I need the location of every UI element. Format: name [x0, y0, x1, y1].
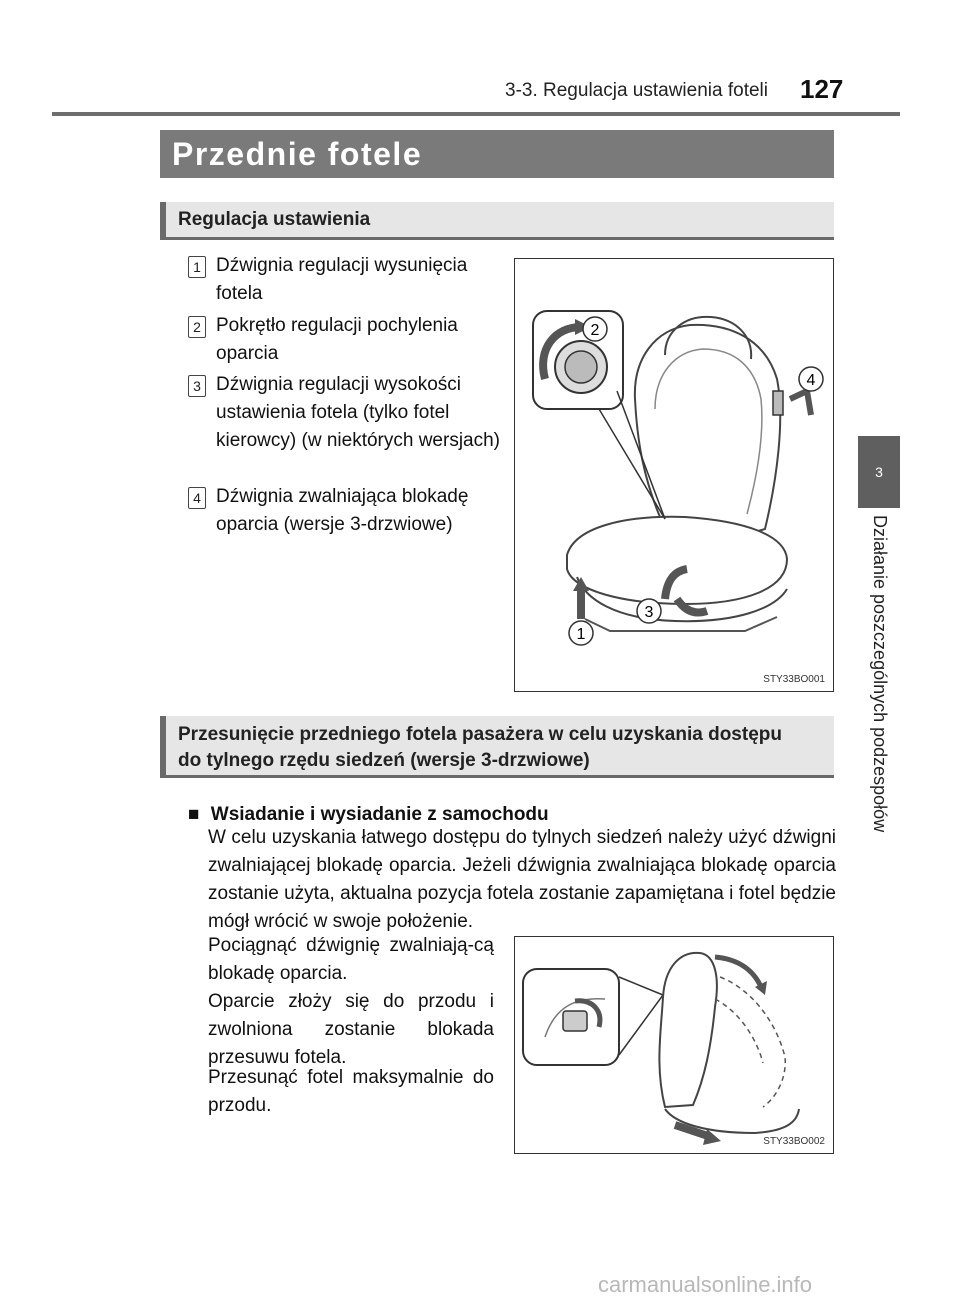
item-number-2: 2 [188, 316, 206, 338]
item-text-1: Dźwignia regulacji wysunięcia fotela [216, 255, 468, 304]
item-number-4: 4 [188, 487, 206, 509]
recline-knob-center [565, 351, 597, 383]
callout-label-2: 2 [590, 322, 600, 339]
release-lever-closeup [563, 1011, 587, 1031]
seat-back-upright [659, 953, 716, 1107]
lever-arrow-icon [790, 391, 811, 415]
callout-label-1: 1 [576, 626, 586, 643]
subheading-marker: ■ [188, 804, 200, 825]
watermark: carmanualsonline.info [598, 1272, 813, 1297]
body-paragraph: W celu uzyskania łatwego dostępu do tylnych siedzeń należy użyć dźwigni zwalniającej blokadę oparcia. Jeżeli dźwignia zwalniająca blokadę oparcia zostanie użyta, aktualna pozycja fotela zostanie zapamiętana i fotel będzie mógł wrócić w swoje położenie. [208, 827, 836, 932]
seat-fold-illustration [515, 937, 832, 1152]
seat-back-folded-dashed-2 [720, 977, 785, 1107]
step-1-text: Pociągnąć dźwignię zwalniają-cą blokadę oparcia. [208, 935, 494, 984]
step-3-text: Przesunąć fotel maksymalnie do przodu. [208, 1067, 494, 1116]
seat-fold-figure [514, 936, 834, 1154]
seat-back-shape [635, 325, 780, 544]
section-heading-text: Regulacja ustawienia [178, 209, 371, 230]
item-text-4: Dźwignia zwalniająca blokadę oparcia (wersje 3-drzwiowe) [216, 486, 469, 535]
leader-line-fig2 [619, 977, 663, 995]
figure-code-1: STY33BO001 [763, 674, 825, 685]
fold-arrow-icon [715, 957, 761, 987]
item-number-1: 1 [188, 256, 206, 278]
section-heading-line-2: do tylnego rzędu siedzeń (wersje 3-drzwiowe) [178, 750, 590, 771]
seat-back-folded-dashed [715, 999, 763, 1063]
section-heading-adjustment [160, 202, 834, 240]
step-2-text: Oparcie złoży się do przodu i zwolniona zostanie blokada przesuwu fotela. [208, 991, 494, 1068]
header-rule [52, 112, 900, 116]
chapter-tab [858, 436, 900, 508]
backrest-release-lever [773, 391, 783, 415]
subheading-entering [188, 804, 549, 826]
chapter-number: 3 [875, 464, 883, 480]
chapter-title-vertical: Działanie poszczególnych podzespołów [870, 515, 890, 833]
item-number-3: 3 [188, 375, 206, 397]
seat-illustration [515, 259, 832, 690]
subheading-text: Wsiadanie i wysiadanie z samochodu [210, 804, 549, 825]
item-text-3: Dźwignia regulacji wysokości ustawienia fotela (tylko fotel kierowcy) (w niektórych wersjach) [216, 374, 501, 451]
callout-label-4: 4 [806, 372, 816, 389]
callout-label-3: 3 [644, 604, 654, 621]
section-heading-passenger-seat [160, 716, 834, 778]
figure-code-2: STY33BO002 [763, 1136, 825, 1147]
seat-adjustment-figure [514, 258, 834, 692]
seat-rail [585, 617, 777, 631]
section-heading-line-1: Przesunięcie przedniego fotela pasażera w celu uzyskania dostępu [178, 724, 782, 745]
page-number: 127 [800, 74, 844, 104]
main-title: Przednie fotele [160, 130, 834, 178]
item-text-2: Pokrętło regulacji pochylenia oparcia [216, 315, 458, 364]
running-header-section: 3-3. Regulacja ustawienia foteli [505, 80, 768, 101]
leader-line-fig2b [619, 995, 663, 1055]
seat-cushion-shape [567, 517, 787, 604]
